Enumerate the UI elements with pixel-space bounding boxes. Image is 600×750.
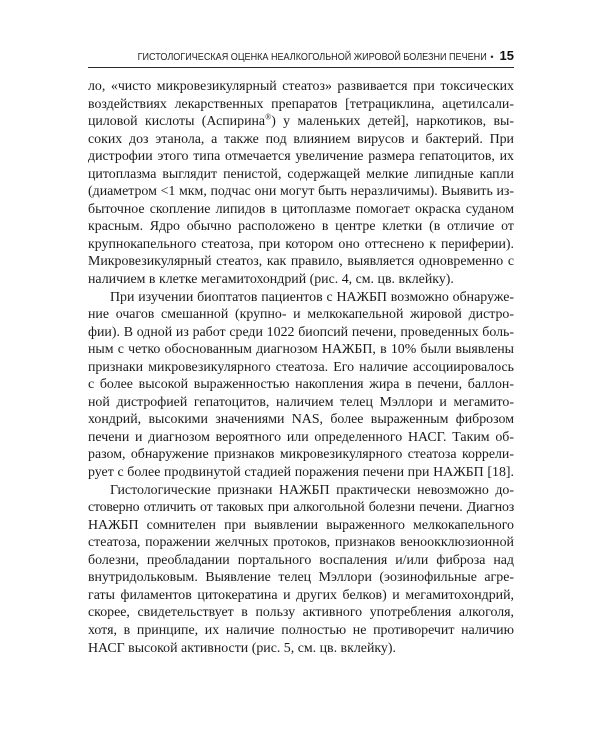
header-bullet: • — [490, 52, 494, 62]
text-line: Гистологические признаки НАЖБП практически невозможно до- — [110, 482, 514, 498]
text-line: соких доз этанола, а также под влиянием вирусов и бактерий. При — [88, 131, 514, 147]
text-line-part: циловой кислоты (Аспирина — [88, 114, 266, 130]
running-header — [88, 44, 514, 68]
text-line: болезни, преобладании портального воспаления и/или фиброза над — [88, 552, 514, 568]
text-line: признаки микровезикулярного стеатоза. Его наличие ассоциировалось — [88, 359, 514, 375]
text-line: воздействиях лекарственных препаратов [тетрациклина, ацетилсали- — [88, 96, 514, 112]
text-line: (диаметром <1 мкм, подчас они могут быть неразличимы). Выявить из- — [88, 184, 514, 200]
text-line: Микровезикулярный стеатоз, как правило, выявляется одновременно с — [88, 254, 514, 270]
text-line: скорее, свидетельствует в пользу активного употребления алкоголя, — [88, 605, 514, 621]
text-line: печени и диагнозом вероятного или определенного НАСГ. Таким об- — [88, 429, 514, 445]
text-line: гаты филаментов цитокератина и других белков) и мегамитохондрий, — [88, 587, 514, 603]
page-number: 15 — [499, 48, 514, 63]
text-line: ным с четко обоснованным диагнозом НАЖБП, в 10% были выявлены — [88, 342, 514, 358]
text-line: ло, «чисто микровезикулярный стеатоз» развивается при токсических — [88, 79, 514, 94]
text-line: фии). В одной из работ среди 1022 биопсий печени, проведенных боль- — [88, 324, 514, 340]
text-line — [88, 113, 514, 131]
text-line: разом, обнаружение признаков микровезикулярного стеатоза коррели- — [88, 447, 514, 463]
running-header-title: ГИСТОЛОГИЧЕСКАЯ ОЦЕНКА НЕАЛКОГОЛЬНОЙ ЖИРОВОЙ БОЛЕЗНИ ПЕЧЕНИ — [137, 52, 487, 63]
text-line: ной дистрофией гепатоцитов, наличием телец Мэллори и мегамито- — [88, 394, 514, 410]
text-line: рует с более продвинутой стадией поражения печени при НАЖБП [18]. — [88, 465, 514, 481]
text-line: НАЖБП сомнителен при выявлении выраженного мелкокапельного — [88, 517, 514, 533]
text-line: дистрофии этого типа отмечается увеличение размера гепатоцитов, их — [88, 149, 514, 165]
trademark-symbol: ® — [265, 112, 272, 122]
text-line-part: ) у маленьких детей], наркотиков, вы- — [271, 114, 514, 130]
body-text — [88, 78, 514, 657]
text-line: красным. Ядро обычно расположено в центре клетки (в отличие от — [88, 219, 514, 235]
text-line: НАСГ высокой активности (рис. 5, см. цв. вклейку). — [88, 640, 396, 656]
text-line: хондрий, высокими значениями NAS, более выраженным фиброзом — [88, 412, 514, 428]
text-line: крупнокапельного стеатоза, при котором оно оттеснено к периферии). — [88, 236, 514, 252]
text-line: цитоплазма выглядит пенистой, содержащей мелкие липидные капли — [88, 166, 514, 182]
text-line: внутридольковым. Выявление телец Мэллори (эозинофильные агре- — [88, 570, 514, 586]
text-line: наличием в клетке мегамитохондрий (рис. 4, см. цв. вклейку). — [88, 272, 454, 288]
text-line: стоверно отличить от таковых при алкогольной болезни печени. Диагноз — [88, 500, 514, 516]
paragraph-2 — [88, 289, 514, 482]
text-line: с более высокой выраженностью накопления жира в печени, баллон- — [88, 377, 514, 393]
text-line: стеатоза, поражении желчных протоков, признаков веноокклюзионной — [88, 535, 514, 551]
text-line: При изучении биоптатов пациентов с НАЖБП возможно обнаруже- — [110, 289, 514, 305]
text-line: хотя, в принципе, их наличие полностью не противоречит наличию — [88, 622, 514, 638]
paragraph-1 — [88, 78, 514, 289]
text-line: ние очагов смешанной (крупно- и мелкокапельной жировой дистро- — [88, 307, 514, 323]
paragraph-3 — [88, 482, 514, 657]
text-line: быточное скопление липидов в цитоплазме помогает окраска суданом — [88, 201, 514, 217]
